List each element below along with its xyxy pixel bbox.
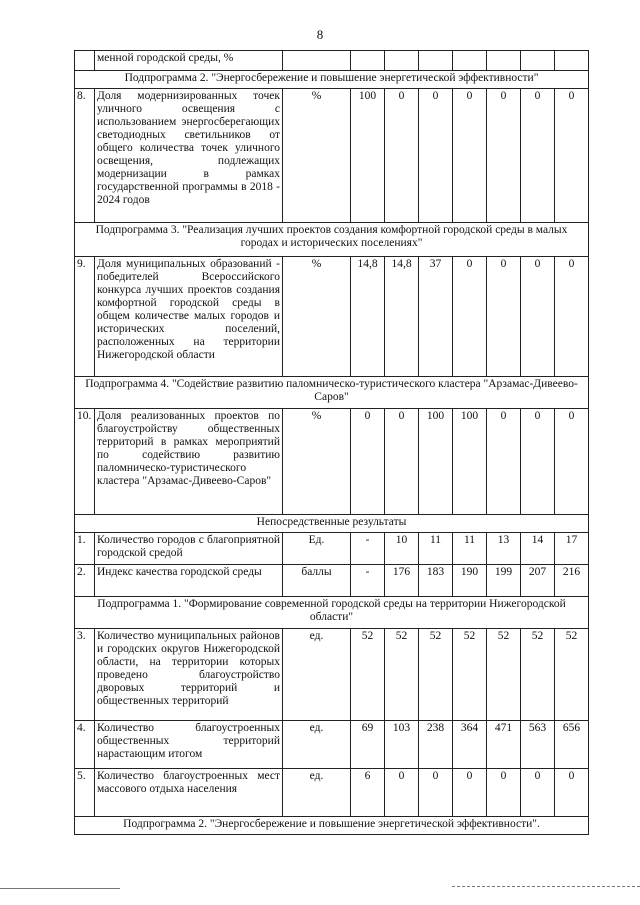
year-value-cell: - [351,565,385,597]
section-title: Непосредственные результаты [75,515,589,533]
unit-of-measure: % [283,409,351,515]
year-value-cell: 216 [555,565,589,597]
indicator-name: Количество благоустроенных общественных территорий нарастающим итогом [95,721,283,769]
year-value-cell: 100 [419,409,453,515]
indicator-name: Доля реализованных проектов по благоустройству общественных территорий в рамках мероприятий по содействию развитию паломническо-туристического кластера "Арзамас-Дивеево-Саров" [95,409,283,515]
table-row [75,565,589,597]
year-value-cell: 52 [453,629,487,721]
year-value-cell: 52 [351,629,385,721]
year-value-cell: 13 [487,533,521,565]
unit-of-measure: Ед. [283,533,351,565]
year-value-cell: 100 [453,409,487,515]
unit-of-measure: % [283,89,351,223]
indicator-name: Количество благоустроенных мест массового отдыха населения [95,769,283,817]
year-value-cell: 14,8 [351,257,385,377]
section-title: Подпрограмма 2. "Энергосбережение и повышение энергетической эффективности" [75,71,589,89]
year-value-cell [521,51,555,71]
year-value-cell: 0 [487,89,521,223]
year-value-cell: 0 [419,769,453,817]
year-value-cell: 0 [419,89,453,223]
year-value-cell: 100 [351,89,385,223]
table-body [75,51,589,835]
table-row [75,629,589,721]
year-value-cell: 52 [419,629,453,721]
row-number: 1. [75,533,95,565]
year-value-cell: 190 [453,565,487,597]
year-value-cell [555,51,589,71]
year-value-cell: 0 [385,409,419,515]
page-number: 8 [316,27,324,42]
indicator-name: менной городской среды, % [95,51,283,71]
year-value-cell: 52 [555,629,589,721]
year-value-cell: 199 [487,565,521,597]
unit-of-measure: баллы [283,565,351,597]
year-value-cell: 0 [521,89,555,223]
indicator-name: Доля модернизированных точек уличного освещения с использованием энергосберегающих светодиодных светильников от общего количества точек уличного освещения, подлежащих модернизации в рамках государственной программы в 2018 - 2024 годов [95,89,283,223]
section-title: Подпрограмма 3. "Реализация лучших проектов создания комфортной городской среды в малых городах и исторических поселениях" [75,223,589,257]
table-row [75,51,589,71]
year-value-cell: 0 [487,409,521,515]
table-row [75,533,589,565]
row-number: 5. [75,769,95,817]
year-value-cell [487,51,521,71]
indicators-table [74,50,589,835]
row-number: 3. [75,629,95,721]
year-value-cell: 0 [555,409,589,515]
section-title: Подпрограмма 2. "Энергосбережение и повышение энергетической эффективности". [75,817,589,835]
unit-of-measure: ед. [283,629,351,721]
year-value-cell: 52 [521,629,555,721]
scan-artifact-line [0,888,120,889]
row-number [75,51,95,71]
year-value-cell [419,51,453,71]
year-value-cell: 69 [351,721,385,769]
section-header-row [75,817,589,835]
table-row [75,89,589,223]
row-number: 4. [75,721,95,769]
table-row [75,257,589,377]
year-value-cell: 103 [385,721,419,769]
year-value-cell: 0 [521,409,555,515]
year-value-cell: 0 [487,257,521,377]
row-number: 10. [75,409,95,515]
year-value-cell: 176 [385,565,419,597]
indicator-name: Количество городов с благоприятной городской средой [95,533,283,565]
section-title: Подпрограмма 1. "Формирование современной городской среды на территории Нижегородской области" [75,597,589,629]
year-value-cell [385,51,419,71]
year-value-cell: 656 [555,721,589,769]
year-value-cell: 11 [453,533,487,565]
year-value-cell: 0 [351,409,385,515]
year-value-cell: 52 [385,629,419,721]
year-value-cell: 0 [521,769,555,817]
section-header-row [75,597,589,629]
year-value-cell: 14,8 [385,257,419,377]
row-number: 8. [75,89,95,223]
year-value-cell: 563 [521,721,555,769]
year-value-cell: 0 [555,257,589,377]
unit-of-measure: ед. [283,769,351,817]
year-value-cell: 11 [419,533,453,565]
table-row [75,409,589,515]
scan-artifact-line [452,886,640,887]
row-number: 9. [75,257,95,377]
year-value-cell: 14 [521,533,555,565]
year-value-cell [453,51,487,71]
indicator-name: Индекс качества городской среды [95,565,283,597]
section-title: Подпрограмма 4. "Содействие развитию паломническо-туристического кластера "Арзамас-Дивеево-Саров" [75,377,589,409]
year-value-cell: 0 [521,257,555,377]
year-value-cell: 0 [453,257,487,377]
year-value-cell: 207 [521,565,555,597]
unit-of-measure: % [283,257,351,377]
section-header-row [75,71,589,89]
year-value-cell: - [351,533,385,565]
year-value-cell: 238 [419,721,453,769]
indicator-name: Доля муниципальных образований - победителей Всероссийского конкурса лучших проектов создания комфортной городской среды в общем количестве малых городов и исторических поселений, расположенных на территории Нижегородской области [95,257,283,377]
section-header-row [75,515,589,533]
indicator-name: Количество муниципальных районов и городских округов Нижегородской области, на территории которых проведено благоустройство дворовых территорий и общественных территорий [95,629,283,721]
year-value-cell: 6 [351,769,385,817]
year-value-cell: 52 [487,629,521,721]
table-row [75,769,589,817]
year-value-cell: 0 [385,89,419,223]
unit-of-measure [283,51,351,71]
year-value-cell: 17 [555,533,589,565]
year-value-cell [351,51,385,71]
year-value-cell: 0 [487,769,521,817]
section-header-row [75,223,589,257]
year-value-cell: 37 [419,257,453,377]
section-header-row [75,377,589,409]
year-value-cell: 0 [385,769,419,817]
year-value-cell: 471 [487,721,521,769]
year-value-cell: 10 [385,533,419,565]
year-value-cell: 183 [419,565,453,597]
unit-of-measure: ед. [283,721,351,769]
year-value-cell: 0 [555,89,589,223]
year-value-cell: 364 [453,721,487,769]
year-value-cell: 0 [555,769,589,817]
row-number: 2. [75,565,95,597]
table-row [75,721,589,769]
year-value-cell: 0 [453,89,487,223]
year-value-cell: 0 [453,769,487,817]
